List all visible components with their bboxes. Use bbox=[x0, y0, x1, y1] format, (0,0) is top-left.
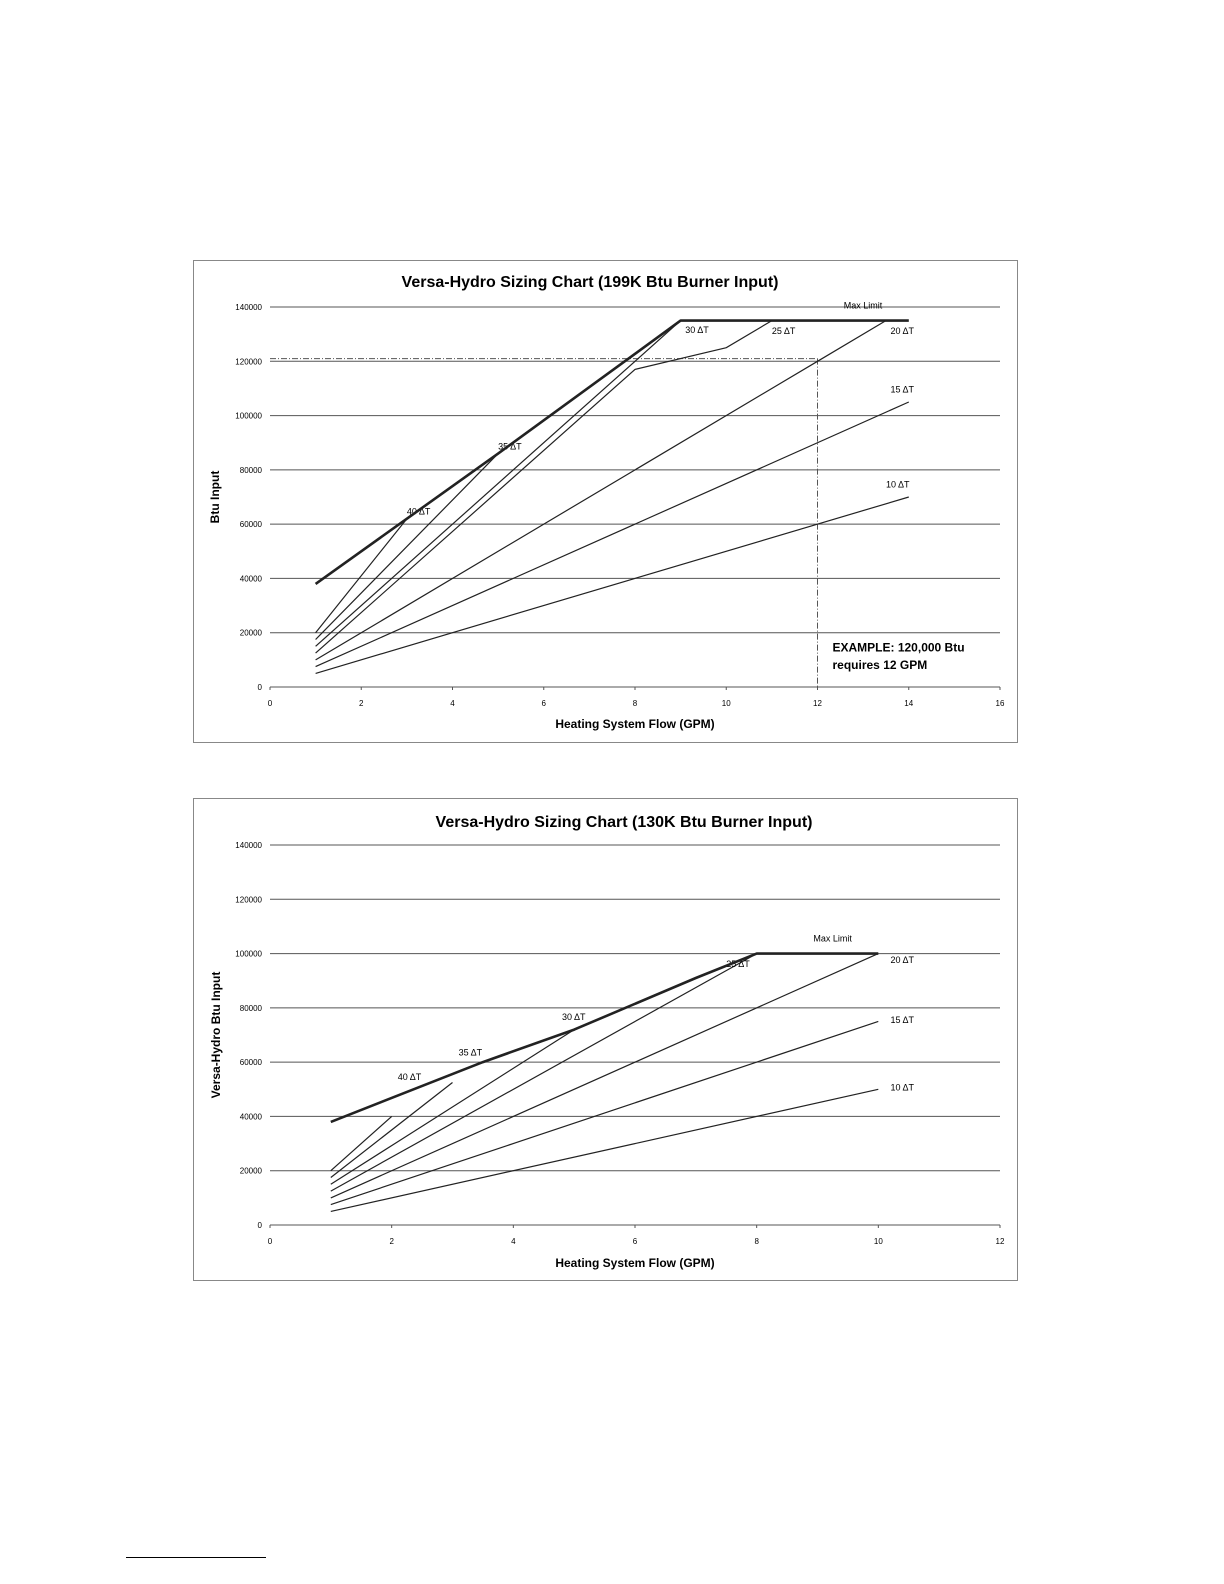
series-line bbox=[316, 321, 886, 660]
footnote-rule bbox=[126, 1557, 266, 1558]
y-tick-label: 100000 bbox=[235, 411, 262, 421]
y-tick-label: 60000 bbox=[239, 520, 262, 530]
y-tick-label: 20000 bbox=[239, 1166, 262, 1176]
series-line bbox=[331, 954, 757, 1192]
series-label: 20 ΔT bbox=[890, 955, 915, 966]
y-axis-label: Btu Input bbox=[208, 470, 222, 524]
y-tick-label: 80000 bbox=[239, 1003, 262, 1013]
series-label: 25 ΔT bbox=[771, 326, 796, 337]
x-tick-label: 0 bbox=[267, 699, 273, 708]
example-annotation-line2: requires 12 GPM bbox=[832, 657, 928, 672]
series-label: 40 ΔT bbox=[397, 1071, 422, 1082]
y-tick-label: 60000 bbox=[239, 1058, 262, 1068]
x-axis-label: Heating System Flow (GPM) bbox=[555, 1256, 715, 1270]
series-label: 15 ΔT bbox=[890, 384, 915, 395]
y-tick-label: 40000 bbox=[239, 1112, 262, 1122]
series-line bbox=[316, 454, 499, 640]
series-line bbox=[316, 402, 909, 667]
series-label: 20 ΔT bbox=[890, 326, 915, 337]
x-tick-label: 2 bbox=[389, 1237, 394, 1246]
y-tick-label: 120000 bbox=[235, 895, 262, 905]
sizing-chart-199k bbox=[193, 260, 1018, 743]
x-tick-label: 4 bbox=[511, 1237, 516, 1246]
series-label: 10 ΔT bbox=[890, 1082, 915, 1093]
y-tick-label: 0 bbox=[257, 1221, 262, 1230]
sizing-chart-130k-svg bbox=[194, 799, 1019, 1282]
y-tick-label: 20000 bbox=[239, 628, 262, 638]
series-label: 40 ΔT bbox=[406, 506, 431, 517]
y-axis-label: Versa-Hydro Btu Input bbox=[209, 971, 223, 1099]
y-tick-label: 100000 bbox=[235, 949, 262, 959]
x-tick-label: 8 bbox=[632, 699, 638, 708]
series-line bbox=[331, 1089, 879, 1211]
x-axis-label: Heating System Flow (GPM) bbox=[555, 717, 715, 731]
y-tick-label: 120000 bbox=[235, 357, 262, 367]
x-tick-label: 16 bbox=[995, 699, 1005, 708]
x-tick-label: 6 bbox=[541, 699, 546, 708]
series-label: 35 ΔT bbox=[458, 1047, 483, 1058]
series-label: 15 ΔT bbox=[890, 1014, 915, 1025]
x-tick-label: 14 bbox=[904, 699, 914, 708]
series-line bbox=[316, 321, 772, 653]
y-tick-label: 140000 bbox=[235, 841, 262, 850]
max-limit-label: Max Limit bbox=[843, 300, 883, 311]
x-tick-label: 12 bbox=[995, 1237, 1005, 1246]
y-tick-label: 80000 bbox=[239, 465, 262, 475]
x-tick-label: 10 bbox=[873, 1237, 883, 1246]
series-label: 35 ΔT bbox=[498, 441, 522, 452]
x-tick-label: 10 bbox=[721, 699, 731, 708]
chart-title: Versa-Hydro Sizing Chart (130K Btu Burner Input) bbox=[435, 814, 813, 831]
y-tick-label: 140000 bbox=[235, 303, 262, 312]
series-label: 25 ΔT bbox=[726, 959, 750, 970]
max-limit-label: Max Limit bbox=[813, 933, 852, 944]
x-tick-label: 12 bbox=[813, 699, 822, 708]
y-tick-label: 0 bbox=[257, 683, 262, 692]
series-line bbox=[316, 497, 909, 673]
series-label: 10 ΔT bbox=[885, 479, 910, 490]
series-label: 30 ΔT bbox=[562, 1012, 586, 1023]
sizing-chart-199k-svg bbox=[194, 261, 1019, 744]
x-tick-label: 0 bbox=[267, 1237, 273, 1246]
max-limit-line bbox=[331, 954, 879, 1122]
series-line bbox=[316, 321, 681, 647]
y-tick-label: 40000 bbox=[239, 574, 262, 584]
x-tick-label: 2 bbox=[359, 699, 364, 708]
x-tick-label: 4 bbox=[450, 699, 455, 708]
example-annotation-line1: EXAMPLE: 120,000 Btu bbox=[832, 640, 965, 655]
x-tick-label: 6 bbox=[632, 1237, 638, 1246]
sizing-chart-130k bbox=[193, 798, 1018, 1281]
chart-title: Versa-Hydro Sizing Chart (199K Btu Burner Input) bbox=[401, 274, 779, 291]
series-label: 30 ΔT bbox=[685, 324, 709, 335]
x-tick-label: 8 bbox=[754, 1237, 759, 1246]
